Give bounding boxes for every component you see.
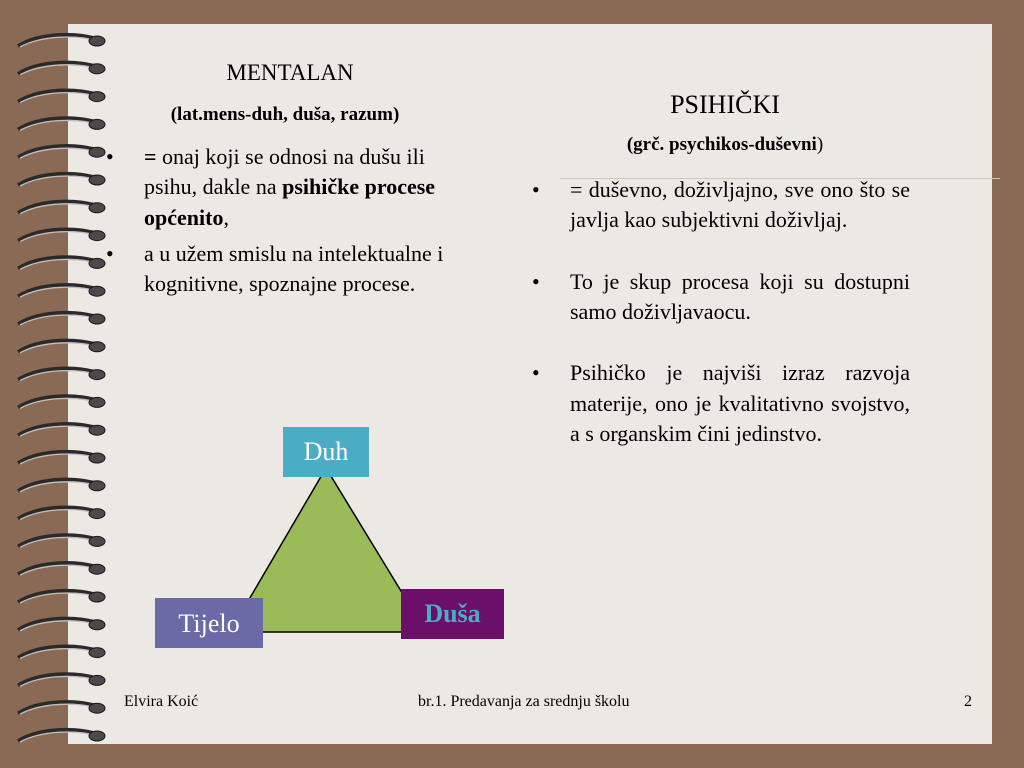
bullet-bold-text: psihičke procese općenito	[144, 174, 436, 230]
bullet-text: Psihičko je najviši izraz razvoja materije, ono je kvalitativno svojstvo, a s organskim čini jedinstvo.	[570, 360, 910, 447]
bullet-glyph: •	[532, 268, 540, 294]
footer-author: Elvira Koić	[124, 693, 199, 710]
bullet-text: a u užem smislu na intelektualne i kognitivne, spoznajne procese.	[144, 241, 444, 297]
left-subtitle: (lat.mens-duh, duša, razum)	[170, 104, 400, 125]
bullet-glyph: •	[106, 144, 114, 169]
diagram-label-tijelo: Tijelo	[155, 598, 263, 648]
bullet-text: To je skup procesa koji su dostupni samo doživljavaocu.	[570, 268, 910, 325]
bullet-glyph: •	[106, 241, 114, 267]
bullet-text-end: ,	[223, 204, 229, 230]
left-title: MENTALAN	[226, 60, 354, 85]
bullet-text: = duševno, doživljajno, sve ono što se javlja kao subjektivni doživljaj.	[570, 177, 910, 233]
footer-page-number: 2	[964, 693, 972, 710]
equals-sign: =	[144, 144, 157, 169]
bullet-glyph: •	[532, 360, 540, 386]
diagram-label-duh: Duh	[283, 427, 369, 477]
right-subtitle-end: )	[816, 134, 824, 155]
footer-course: br.1. Predavanja za srednju školu	[418, 693, 630, 710]
right-title: PSIHIČKI	[670, 90, 780, 119]
bullet-glyph: •	[532, 177, 540, 202]
diagram-label-dusa: Duša	[401, 589, 504, 639]
right-subtitle-bold: (grč. psychikos-duševni	[626, 134, 817, 155]
bullet-text: onaj koji se odnosi na dušu ili psihu, dakle na	[144, 144, 425, 200]
